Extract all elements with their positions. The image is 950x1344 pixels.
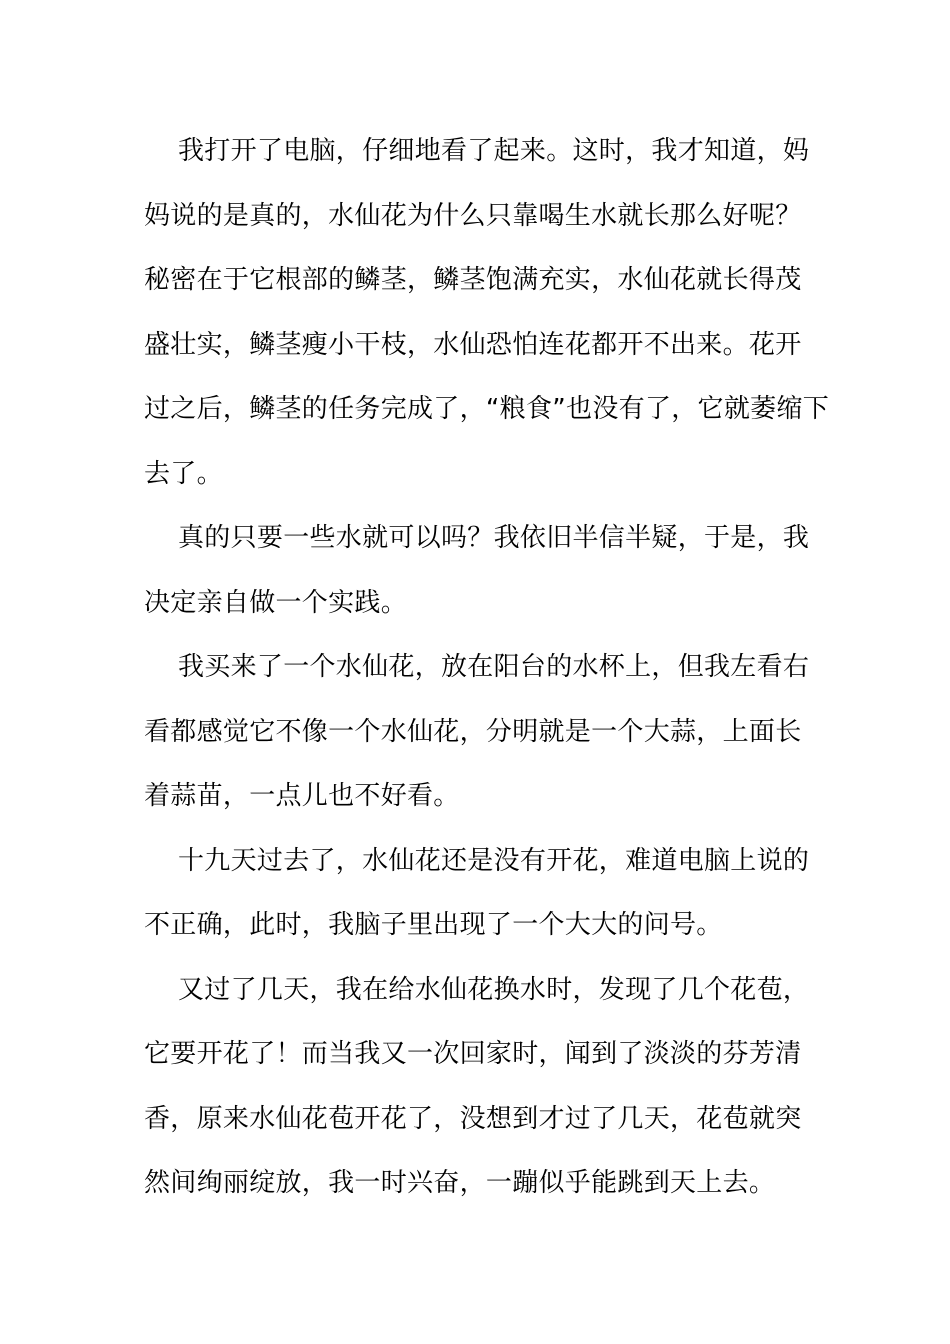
text-line: 着蒜苗，一点儿也不好看。	[144, 781, 460, 811]
paragraph	[144, 506, 808, 635]
text-line: 十九天过去了，水仙花还是没有开花，难道电脑上说的	[178, 845, 810, 876]
text-line: 我买来了一个水仙花，放在阳台的水杯上，但我左看右	[178, 652, 810, 682]
text-line: 过之后，鳞茎的任务完成了，“粮食”也没有了，它就萎缩下	[144, 394, 830, 424]
text-line: 妈说的是真的，水仙花为什么只靠喝生水就长那么好呢？	[144, 200, 802, 231]
text-line: 香，原来水仙花苞开花了，没想到才过了几天，花苞就突	[144, 1103, 802, 1134]
paragraph	[144, 958, 808, 1216]
text-line: 秘密在于它根部的鳞茎，鳞茎饱满充实，水仙花就长得茂	[144, 265, 802, 295]
text-line: 看都感觉它不像一个水仙花，分明就是一个大蒜，上面长	[144, 716, 802, 747]
text-line: 然间绚丽绽放，我一时兴奋，一蹦似乎能跳到天上去。	[144, 1168, 776, 1198]
paragraph	[144, 635, 808, 829]
text-line: 真的只要一些水就可以吗？我依旧半信半疑，于是，我	[178, 523, 810, 553]
text-line: 盛壮实，鳞茎瘦小干枝，水仙恐怕连花都开不出来。花开	[144, 329, 802, 360]
text-line: 我打开了电脑，仔细地看了起来。这时，我才知道，妈	[178, 136, 810, 166]
text-line: 又过了几天，我在给水仙花换水时，发现了几个花苞，	[178, 974, 810, 1005]
document-body	[144, 119, 830, 1216]
text-line: 去了。	[144, 458, 223, 489]
text-line: 不正确，此时，我脑子里出现了一个大大的问号。	[144, 910, 723, 940]
paragraph	[144, 829, 808, 958]
paragraph	[144, 119, 830, 506]
text-line: 决定亲自做一个实践。	[144, 587, 408, 618]
text-line: 它要开花了！而当我又一次回家时，闻到了淡淡的芬芳清	[144, 1039, 802, 1069]
